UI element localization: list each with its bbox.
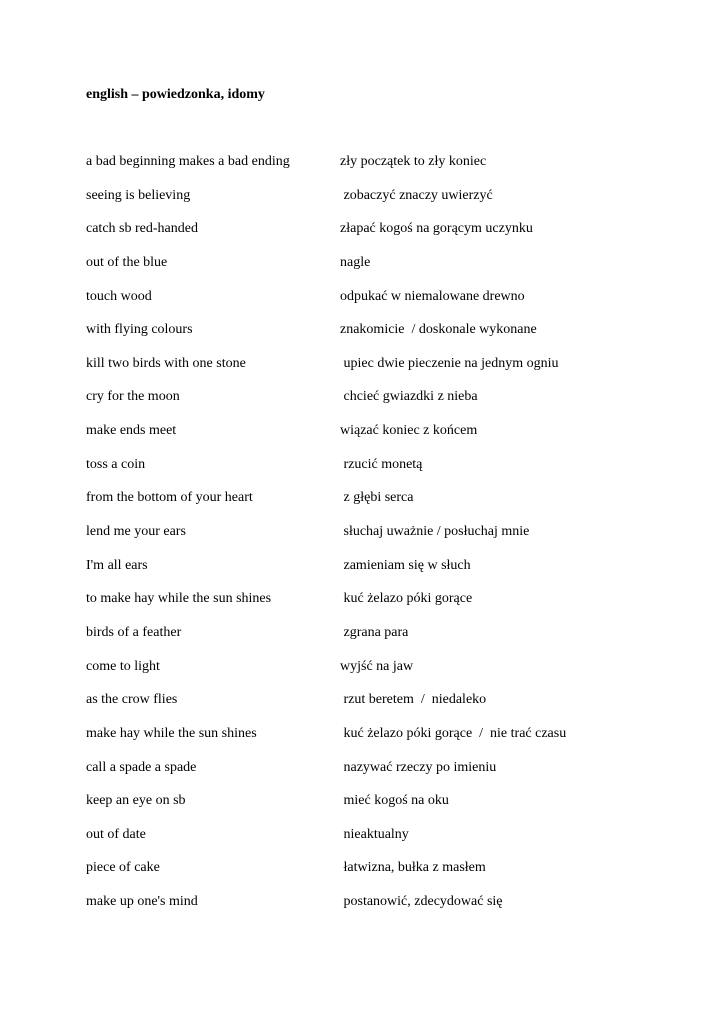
idiom-polish: mieć kogoś na oku bbox=[340, 793, 449, 809]
idiom-english: make ends meet bbox=[86, 423, 177, 439]
idiom-english: make up one's mind bbox=[86, 894, 198, 910]
idiom-english: as the crow flies bbox=[86, 692, 178, 708]
idiom-row bbox=[86, 288, 646, 322]
idiom-english: come to light bbox=[86, 658, 160, 674]
idiom-english: out of the blue bbox=[86, 254, 168, 270]
idiom-english: cry for the moon bbox=[86, 389, 180, 405]
idiom-row bbox=[86, 792, 646, 826]
idiom-polish: odpukać w niemalowane drewno bbox=[340, 288, 525, 304]
idiom-english: with flying colours bbox=[86, 322, 193, 338]
idiom-polish: nazywać rzeczy po imieniu bbox=[340, 759, 497, 775]
idiom-english: from the bottom of your heart bbox=[86, 490, 253, 506]
idiom-polish: zamieniam się w słuch bbox=[340, 557, 471, 573]
idiom-row bbox=[86, 590, 646, 624]
idiom-row bbox=[86, 355, 646, 389]
idiom-english: to make hay while the sun shines bbox=[86, 591, 272, 607]
idiom-list bbox=[86, 153, 646, 927]
idiom-english: keep an eye on sb bbox=[86, 793, 186, 809]
idiom-row bbox=[86, 725, 646, 759]
idiom-row bbox=[86, 523, 646, 557]
idiom-row bbox=[86, 624, 646, 658]
idiom-polish: z głębi serca bbox=[340, 490, 414, 506]
idiom-english: out of date bbox=[86, 826, 146, 842]
idiom-row bbox=[86, 388, 646, 422]
idiom-row bbox=[86, 422, 646, 456]
document-title: english – powiedzonka, idomy bbox=[86, 87, 265, 102]
idiom-english: toss a coin bbox=[86, 456, 146, 472]
idiom-english: catch sb red-handed bbox=[86, 221, 198, 237]
idiom-polish: wyjść na jaw bbox=[340, 658, 414, 674]
idiom-english: birds of a feather bbox=[86, 624, 182, 640]
idiom-english: call a spade a spade bbox=[86, 759, 197, 775]
idiom-polish: wiązać koniec z końcem bbox=[340, 423, 478, 439]
idiom-polish: łatwizna, bułka z masłem bbox=[340, 860, 486, 876]
idiom-polish: rzucić monetą bbox=[340, 456, 423, 472]
idiom-row bbox=[86, 759, 646, 793]
idiom-english: touch wood bbox=[86, 288, 152, 304]
idiom-polish: zobaczyć znaczy uwierzyć bbox=[340, 187, 493, 203]
idiom-row bbox=[86, 254, 646, 288]
idiom-row bbox=[86, 826, 646, 860]
idiom-english: kill two birds with one stone bbox=[86, 355, 246, 371]
idiom-polish: rzut beretem / niedaleko bbox=[340, 692, 487, 708]
idiom-polish: złapać kogoś na gorącym uczynku bbox=[340, 221, 533, 237]
idiom-polish: słuchaj uważnie / posłuchaj mnie bbox=[340, 524, 530, 540]
idiom-polish: znakomicie / doskonale wykonane bbox=[340, 322, 537, 338]
idiom-english: seeing is believing bbox=[86, 187, 191, 203]
idiom-english: piece of cake bbox=[86, 860, 160, 876]
idiom-row bbox=[86, 893, 646, 927]
idiom-english: a bad beginning makes a bad ending bbox=[86, 154, 290, 169]
idiom-polish: nieaktualny bbox=[340, 826, 409, 842]
idiom-row bbox=[86, 658, 646, 692]
idiom-row bbox=[86, 691, 646, 725]
idiom-polish: kuć żelazo póki gorące / nie trać czasu bbox=[340, 725, 567, 741]
idiom-row bbox=[86, 557, 646, 591]
idiom-polish: postanowić, zdecydować się bbox=[340, 894, 503, 910]
idiom-english: make hay while the sun shines bbox=[86, 725, 257, 741]
idiom-row bbox=[86, 489, 646, 523]
idiom-polish: nagle bbox=[340, 254, 371, 270]
idiom-row bbox=[86, 321, 646, 355]
idiom-polish: chcieć gwiazdki z nieba bbox=[340, 389, 478, 405]
idiom-polish: upiec dwie pieczenie na jednym ogniu bbox=[340, 355, 559, 371]
idiom-english: I'm all ears bbox=[86, 557, 148, 573]
idiom-polish: kuć żelazo póki gorące bbox=[340, 591, 473, 607]
idiom-row bbox=[86, 153, 646, 187]
idiom-english: lend me your ears bbox=[86, 524, 186, 540]
idiom-polish: zgrana para bbox=[340, 624, 409, 640]
idiom-row bbox=[86, 187, 646, 221]
idiom-row bbox=[86, 456, 646, 490]
idiom-polish: zły początek to zły koniec bbox=[340, 154, 487, 169]
idiom-row bbox=[86, 859, 646, 893]
idiom-row bbox=[86, 220, 646, 254]
